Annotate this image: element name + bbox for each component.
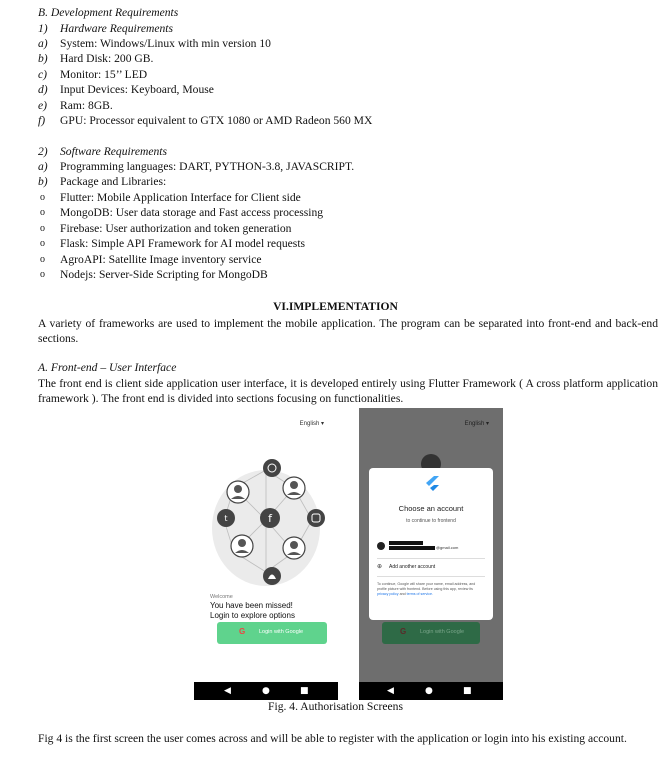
hardware-item-marker: a): [38, 37, 48, 50]
facebook-icon: [260, 508, 280, 528]
add-account-row[interactable]: [377, 563, 485, 573]
library-item-text: AgroAPI: Satellite Image inventory service: [60, 252, 262, 266]
library-item-marker: o: [40, 207, 45, 219]
library-item-marker: o: [40, 222, 45, 234]
hardware-item-row: [0, 37, 671, 51]
hardware-item-text: Hard Disk: 200 GB.: [60, 52, 154, 66]
hardware-item-text: Input Devices: Keyboard, Mouse: [60, 83, 214, 97]
privacy-note-text: To continue, Google will share your name, email address, and profile picture with frontend. Before using this app, review its: [377, 582, 476, 592]
hardware-item-marker: c): [38, 67, 48, 81]
terms-link[interactable]: terms of service.: [406, 592, 433, 597]
hardware-item-text: GPU: Processor equivalent to GTX 1080 or AMD Radeon 560 MX: [60, 114, 373, 127]
person-avatar-1: [227, 481, 249, 503]
account-row[interactable]: [377, 540, 485, 554]
android-nav-bar-2: [359, 682, 503, 700]
section-heading-development: B. Development Requirements: [38, 6, 179, 19]
language-selector-dimmed[interactable]: English ▾: [464, 421, 489, 427]
recents-icon[interactable]: ■: [300, 686, 309, 696]
recents-icon[interactable]: ■: [463, 686, 472, 696]
library-item-text: Firebase: User authorization and token generation: [60, 221, 292, 235]
library-item-marker: o: [40, 238, 45, 250]
software-item-row: [0, 175, 671, 189]
library-item-text: MongoDB: User data storage and Fast access processing: [60, 206, 324, 220]
hardware-title: Hardware Requirements: [60, 22, 174, 35]
account-chooser-dialog: [369, 468, 493, 620]
dialog-title: Choose an account: [398, 504, 464, 513]
closing-paragraph: Fig 4 is the first screen the user comes across and will be able to register with the application or login into his existing account.: [38, 732, 627, 745]
social-network-illustration: [194, 448, 338, 598]
hardware-item-marker: e): [38, 98, 48, 112]
account-avatar: [377, 542, 385, 550]
hardware-item-text: System: Windows/Linux with min version 10: [60, 37, 271, 50]
library-item-row: [0, 206, 671, 220]
add-account-label: Add another account: [389, 564, 436, 570]
library-item-row: [0, 222, 671, 236]
figure-caption: Fig. 4. Authorisation Screens: [268, 700, 403, 713]
hardware-item-text: Ram: 8GB.: [60, 98, 113, 112]
person-avatar-3: [231, 535, 253, 557]
software-title: Software Requirements: [60, 145, 168, 158]
person-avatar-2: [283, 477, 305, 499]
hardware-item-marker: d): [38, 83, 48, 97]
software-item-marker: a): [38, 160, 48, 173]
software-item-row: [0, 160, 671, 174]
home-icon[interactable]: ●: [425, 686, 433, 696]
back-icon[interactable]: ◀: [224, 686, 231, 696]
back-icon[interactable]: ◀: [387, 686, 394, 696]
login-screen-mock: [194, 408, 338, 700]
email-suffix: @gmail.com: [436, 545, 459, 550]
account-chooser-screen-mock: [359, 408, 503, 700]
library-item-marker: o: [40, 269, 45, 280]
snapchat-icon: [263, 567, 281, 585]
home-icon[interactable]: ●: [262, 686, 270, 696]
library-item-marker: o: [40, 253, 45, 265]
hardware-item-row: [0, 52, 671, 66]
hardware-title-row: [0, 22, 671, 36]
instagram-icon: [307, 509, 325, 527]
divider-2: [377, 576, 485, 577]
add-person-icon: ⊕: [377, 564, 383, 570]
divider: [377, 558, 485, 559]
hardware-item-row: [0, 114, 671, 128]
svg-text:f: f: [268, 512, 272, 525]
library-item-text: Nodejs: Server-Side Scripting for MongoDB: [60, 268, 268, 281]
hardware-item-row: [0, 99, 671, 113]
welcome-line-2: Login to explore options: [210, 611, 295, 620]
google-login-label-dimmed: Login with Google: [420, 629, 465, 635]
hardware-item-row: [0, 68, 671, 82]
hardware-title-number: 1): [38, 22, 48, 35]
google-g-icon-dimmed: G: [400, 627, 407, 636]
person-avatar-4: [283, 537, 305, 559]
software-item-marker: b): [38, 175, 48, 189]
redacted-name: [389, 541, 423, 545]
library-item-row: [0, 191, 671, 205]
frontend-subheading: A. Front-end – User Interface: [38, 361, 177, 374]
twitter-icon: [217, 509, 235, 527]
privacy-and: and: [399, 592, 406, 597]
library-item-row: [0, 237, 671, 251]
software-title-row: [0, 145, 671, 159]
hardware-item-marker: f): [38, 114, 46, 127]
implementation-heading: VI.IMPLEMENTATION: [273, 300, 398, 313]
hardware-item-text: Monitor: 15’’ LED: [60, 67, 148, 81]
svg-text:t: t: [224, 514, 228, 523]
redacted-email: [389, 546, 435, 550]
hardware-item-marker: b): [38, 52, 48, 66]
library-item-row: [0, 253, 671, 267]
google-g-icon: G: [239, 627, 246, 636]
google-login-label: Login with Google: [259, 629, 304, 635]
language-selector[interactable]: English ▾: [299, 421, 324, 427]
hardware-item-row: [0, 83, 671, 97]
welcome-line-1: You have been missed!: [210, 601, 293, 610]
privacy-note: [377, 582, 485, 598]
privacy-policy-link[interactable]: privacy policy: [377, 592, 399, 597]
flutter-logo-icon: [424, 476, 440, 494]
library-item-row: [0, 268, 671, 282]
google-login-button[interactable]: [217, 622, 327, 644]
dialog-subtitle: to continue to frontend: [406, 518, 456, 524]
library-item-text: Flask: Simple API Framework for AI model requests: [60, 237, 306, 251]
frontend-paragraph: The front end is client side application user interface, it is developed entirely using Flutter Framework ( A cross platform application framework ). The front end is divided into sections focusing on functionalities.: [38, 377, 658, 405]
whatsapp-icon: [263, 459, 281, 477]
welcome-label: Welcome: [210, 594, 233, 600]
implementation-paragraph: A variety of frameworks are used to implement the mobile application. The program can be separated into front-end and back-end sections.: [38, 317, 658, 345]
software-item-text: Programming languages: DART, PYTHON-3.8, JAVASCRIPT.: [60, 160, 355, 173]
google-login-button-dimmed: [382, 622, 480, 644]
library-item-text: Flutter: Mobile Application Interface for Client side: [60, 191, 301, 204]
library-item-marker: o: [40, 192, 45, 203]
software-title-number: 2): [38, 145, 48, 158]
android-nav-bar: [194, 682, 338, 700]
software-item-text: Package and Libraries:: [60, 175, 167, 189]
